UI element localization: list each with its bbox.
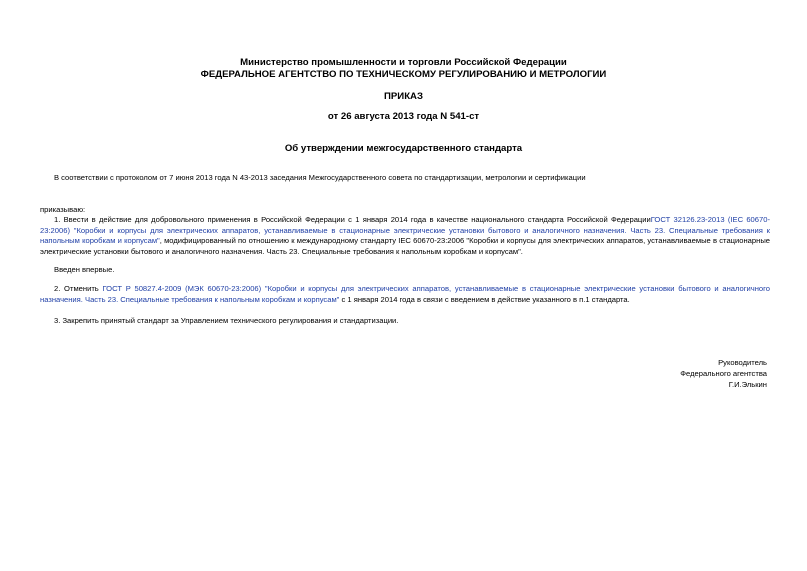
order-word: приказываю:: [40, 205, 86, 214]
item-2-lead: 2. Отменить: [54, 284, 103, 293]
ministry-title: Министерство промышленности и торговли Российской Федерации: [240, 57, 567, 68]
item-1-paragraph: [40, 215, 770, 257]
document-subject: Об утверждении межгосударственного стандарта: [284, 143, 523, 154]
signature-position: Руководитель: [718, 358, 767, 367]
gost-32126-link[interactable]: ГОСТ 32126.23-2013 (IEC 60670-23:2006) "Коробки и корпусы для электрических аппаратов, устанавливаемые в стационарные электрические установки бытового и аналогичного назначения. Часть 23. Специальные требования к напольным коробкам и корпусам": [40, 215, 770, 245]
introduced-first-note: Введен впервые.: [54, 265, 115, 274]
item-2-tail: с 1 января 2014 года в связи с введением в действие указанного в п.1 стандарта.: [339, 294, 630, 304]
agency-title: ФЕДЕРАЛЬНОЕ АГЕНТСТВО ПО ТЕХНИЧЕСКОМУ РЕГУЛИРОВАНИЮ И МЕТРОЛОГИИ: [200, 69, 607, 80]
signature-name: Г.И.Элькин: [728, 380, 767, 389]
item-1-tail: , модифицированный по отношению к международному стандарту IEC 60670-23:2006 "Коробки и корпусы для электрических аппаратов, устанавливаемые в стационарные электрические установки бытового и аналогичного назначения. Часть 23. Специальные требования к напольным коробкам и корпусам".: [40, 236, 770, 256]
gost-r-50827-link[interactable]: ГОСТ Р 50827.4-2009 (МЭК 60670-23:2006) "Коробки и корпусы для электрических аппаратов, устанавливаемые в стационарные электрические установки бытового и аналогичного назначения. Часть 23. Специальные требования к напольным коробкам и корпусам": [40, 284, 770, 304]
item-2-paragraph: [40, 284, 770, 305]
item-1-lead: 1. Ввести в действие для добровольного применения в Российской Федерации с 1 января 2014 года в качестве национального стандарта Российской Федерации: [54, 215, 651, 224]
document-date-number: от 26 августа 2013 года N 541-ст: [327, 111, 480, 122]
document-type: ПРИКАЗ: [384, 91, 423, 102]
signature-agency: Федерального агентства: [680, 369, 767, 378]
item-3-paragraph: 3. Закрепить принятый стандарт за Управлением технического регулирования и стандартизации.: [54, 316, 399, 325]
intro-paragraph: В соответствии с протоколом от 7 июня 2013 года N 43-2013 заседания Межгосударственного совета по стандартизации, метрологии и сертификации: [54, 173, 586, 182]
